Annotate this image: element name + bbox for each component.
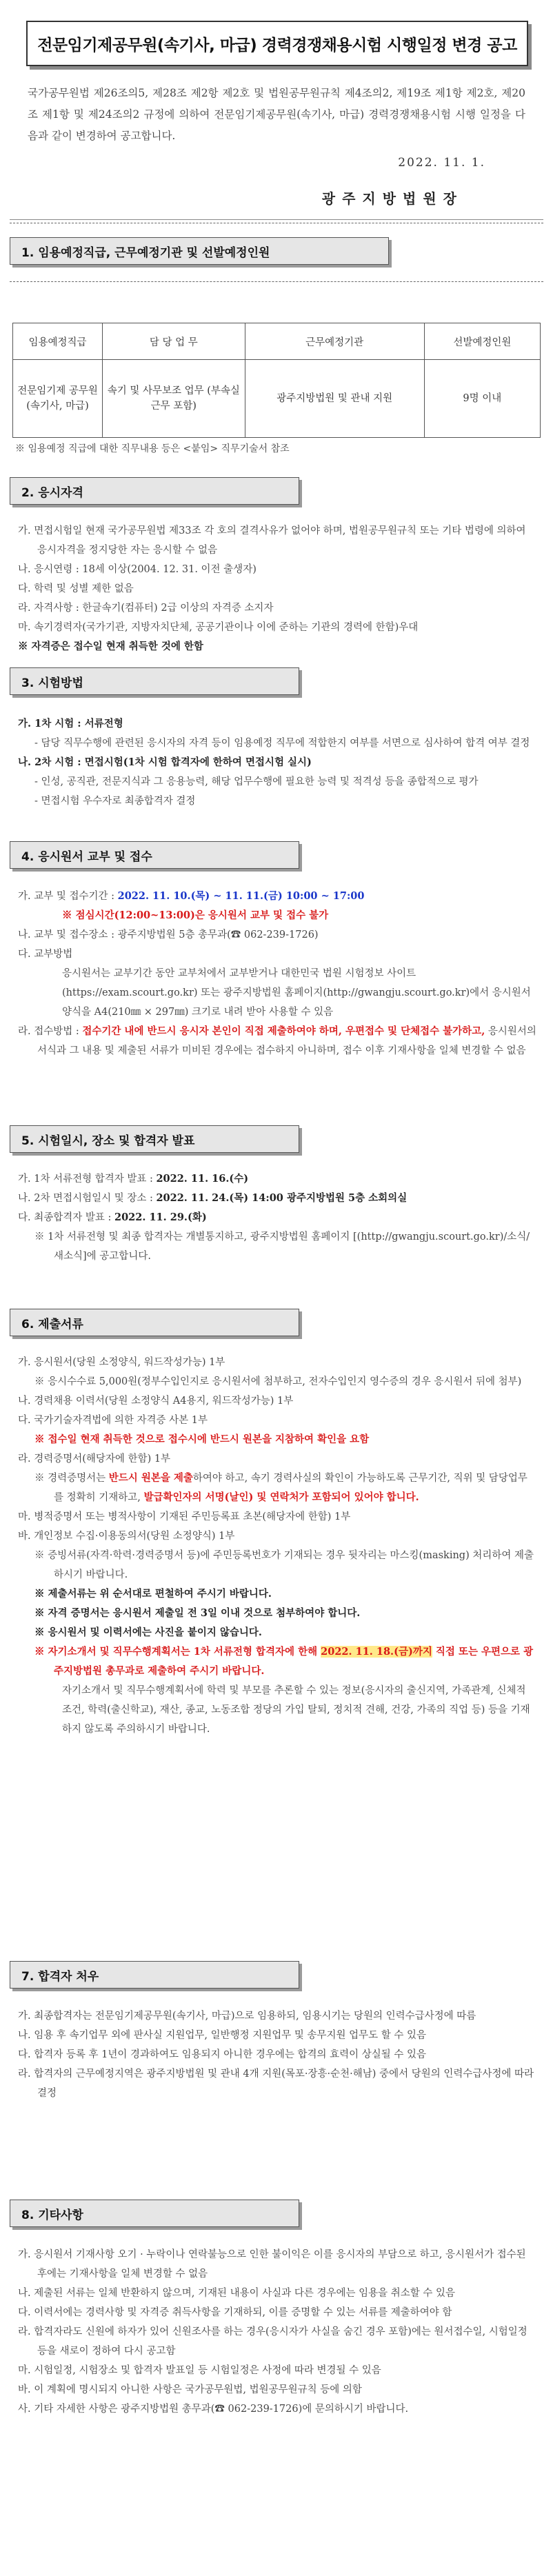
list-item — [18, 1169, 536, 1189]
value: 2022. 11. 29.(화) — [114, 1211, 207, 1223]
note: ※ 자격 증명서는 응시원서 제출일 전 3일 이내 것으로 첨부하여야 합니다. — [34, 1607, 361, 1619]
note: ※ 응시수수료 5,000원(정부수입인지로 응시원서에 첨부하고, 전자수입인지 영수증의 경우 응시원서 뒤에 첨부) — [34, 1376, 522, 1387]
list-item: 마. 속기경력자(국가기관, 지방자치단체, 공공기관이나 이에 준하는 기관의 경력에 한함)우대 — [18, 622, 419, 633]
list-item: 가. 면접시험일 현재 국가공무원법 제33조 각 호의 결격사유가 없어야 하며, 법원공무원규칙 또는 기타 법령에 의하여 응시자격을 정지당한 자는 응시할 수 없음 — [18, 525, 526, 556]
list-item: 나. 교부 및 접수장소 : 광주지방법원 5층 총무과(☎ 062-239-1726) — [18, 929, 319, 940]
note — [18, 1469, 536, 1507]
list-item: 마. 병적증명서 또는 병적사항이 기재된 주민등록표 초본(해당자에 한함) 1부 — [18, 1511, 351, 1522]
list-item: 사. 기타 자세한 사항은 광주지방법원 총무과(☎ 062-239-1726)에 문의하시기 바랍니다. — [18, 2404, 409, 2415]
list-item: 다. 이력서에는 경력사항 및 자격증 취득사항을 기재하되, 이를 증명할 수 있는 서류를 제출하여야 함 — [18, 2307, 452, 2318]
label: 다. 최종합격자 발표 : — [18, 1212, 114, 1223]
emphasis: 접수기간 내에 반드시 응시자 본인이 직접 제출하여야 하며, 우편접수 및 단체접수 불가하고, — [82, 1025, 485, 1037]
table-cell-grade: 전문임기제 공무원 (속기사, 마급) — [13, 360, 103, 438]
list-item: 가. 최종합격자는 전문임기제공무원(속기사, 마급)으로 임용하되, 임용시기는 당원의 인력수급사정에 따름 — [18, 2011, 476, 2022]
table-note: ※ 임용예정 직급에 대한 직무내용 등은 <붙임> 직무기술서 참조 — [15, 443, 290, 454]
note: ※ 접수일 현재 취득한 것으로 접수시에 반드시 원본을 지참하여 확인을 요함 — [34, 1433, 370, 1445]
table-cell-count: 9명 이내 — [424, 360, 540, 438]
list-item: 나. 응시연령 : 18세 이상(2004. 12. 31. 이전 출생자) — [18, 564, 257, 575]
recruitment-table — [12, 323, 541, 438]
list-item — [18, 1208, 536, 1227]
note — [18, 1642, 536, 1681]
list-item: - 인성, 공직관, 전문지식과 그 응용능력, 해당 업무수행에 필요한 능력 및 적격성 등을 종합적으로 평가 — [34, 776, 479, 787]
divider — [10, 219, 543, 220]
table-header: 선발예정인원 — [424, 323, 540, 360]
section-3-body — [18, 714, 536, 811]
section-1-heading: 1. 임용예정직급, 근무예정기관 및 선발예정인원 — [10, 237, 389, 265]
section-5-heading: 5. 시험일시, 장소 및 합격자 발표 — [10, 1125, 299, 1153]
list-item: 가. 응시원서 기재사항 오기 · 누락이나 연락불능으로 인한 불이익은 이를 응시자의 부담으로 하고, 응시원서가 접수된 후에는 기재사항을 일체 변경할 수 없음 — [18, 2249, 526, 2280]
list-item — [18, 1189, 536, 1208]
list-item: 마. 시험일정, 시험장소 및 합격자 발표일 등 시험일정은 사정에 따라 변경될 수 있음 — [18, 2365, 381, 2376]
list-item: 나. 2차 시험 : 면접시험(1차 시험 합격자에 한하여 면접시험 실시) — [18, 756, 312, 768]
note: ※ 1차 서류전형 및 최종 합격자는 개별통지하고, 광주지방법원 홈페이지 [(http://gwangju.scourt.go.kr)/소식/새소식]에 공고합니다. — [34, 1231, 530, 1262]
list-item: 바. 이 계획에 명시되지 아니한 사항은 국가공무원법, 법원공무원규칙 등에 의함 — [18, 2384, 362, 2395]
table-header-row — [13, 323, 541, 360]
note: 자기소개서 및 직무수행계획서에 학력 및 부모를 추론할 수 있는 정보(응시자의 출신지역, 가족관계, 신체적 조건, 학력(출신학교), 재산, 종교, 노동조합 정당의 가입 탈퇴, 정치적 견해, 건강, 가족의 직업 등) 등을 기재하지 않도록 주의하시기 바랍니다. — [62, 1685, 530, 1735]
value: 2022. 11. 16.(수) — [156, 1173, 249, 1185]
section-7-heading: 7. 합격자 처우 — [10, 1961, 299, 1989]
notice-date: 2022. 11. 1. — [398, 156, 485, 170]
table-header: 담 당 업 무 — [103, 323, 245, 360]
emphasis: 반드시 원본을 제출 — [108, 1472, 193, 1484]
label: 라. 접수방법 : — [18, 1026, 83, 1037]
label: 가. 교부 및 접수기간 : — [18, 891, 118, 902]
list-item: 나. 제출된 서류는 일체 반환하지 않으며, 기재된 내용이 사실과 다른 경우에는 임용을 취소할 수 있음 — [18, 2288, 456, 2299]
list-item: 다. 국가기술자격법에 의한 자격증 사본 1부 — [18, 1415, 208, 1426]
table-cell-agency: 광주지방법원 및 관내 지원 — [245, 360, 424, 438]
section-8-heading: 8. 기타사항 — [10, 2200, 299, 2227]
divider — [10, 281, 543, 282]
list-item: 다. 합격자 등록 후 1년이 경과하여도 임용되지 아니한 경우에는 합격의 효력이 상실될 수 있음 — [18, 2049, 427, 2060]
list-item: 라. 경력증명서(해당자에 한함) 1부 — [18, 1453, 171, 1465]
period-value: 2022. 11. 10.(목) ~ 11. 11.(금) 10:00 ~ 17:00 — [117, 890, 365, 902]
section-2-body — [18, 521, 536, 656]
list-item: 다. 학력 및 성별 제한 없음 — [18, 583, 134, 594]
list-item: 라. 자격사항 : 한글속기(컴퓨터) 2급 이상의 자격증 소지자 — [18, 603, 274, 614]
list-item: 라. 합격자라도 신원에 하자가 있어 신원조사를 하는 경우(응시자가 사실을 숨긴 경우 포함)에는 원서접수일, 시험일정 등을 새로이 정하여 다시 공고함 — [18, 2326, 527, 2357]
list-item: 나. 임용 후 속기업무 외에 판사실 지원업무, 일반행정 지원업무 및 송무지원 업무도 할 수 있음 — [18, 2030, 427, 2041]
list-item — [18, 1022, 536, 1060]
intro-paragraph: 국가공무원법 제26조의5, 제28조 제2항 제2호 및 법원공무원규칙 제4조의2, 제19조 제1항 제2호, 제20조 제1항 및 제24조의2 규정에 의하여 전문임기제공무원(속기사, 마급) 경력경쟁채용시험 시행 일정을 다음과 같이 변경하여 공고합니다. — [28, 87, 525, 142]
text: ※ 경력증명서는 — [34, 1473, 109, 1484]
emphasis: 직접 또는 우편으로 광주지방법원 총무과로 제출하여 주시기 바랍니다. — [54, 1646, 534, 1677]
list-item — [18, 887, 536, 906]
table-header: 근무예정기관 — [245, 323, 424, 360]
note: ※ 자격증은 접수일 현재 취득한 것에 한함 — [18, 641, 203, 652]
section-7-body — [18, 2006, 536, 2103]
section-5-body — [18, 1169, 536, 1266]
list-item: 나. 경력채용 이력서(당원 소정양식 A4용지, 워드작성가능) 1부 — [18, 1396, 294, 1407]
list-item: - 면접시험 우수자로 최종합격자 결정 — [34, 796, 196, 807]
section-4-heading: 4. 응시원서 교부 및 접수 — [10, 841, 299, 869]
list-item: - 담당 직무수행에 관련된 응시자의 자격 등이 임용예정 직무에 적합한지 여부를 서면으로 심사하여 합격 여부 결정 — [34, 738, 530, 749]
note: ※ 점심시간(12:00~13:00)은 응시원서 교부 및 접수 불가 — [62, 909, 329, 921]
notice-title: 전문임기제공무원(속기사, 마급) 경력경쟁채용시험 시행일정 변경 공고 — [26, 21, 528, 66]
note: ※ 응시원서 및 이력서에는 사진을 붙이지 않습니다. — [34, 1627, 262, 1638]
table-row — [13, 360, 541, 438]
signer: 광주지방법원장 — [321, 190, 463, 207]
note: ※ 증빙서류(자격·학력·경력증명서 등)에 주민등록번호가 기재되는 경우 뒷자리는 마스킹(masking) 처리하여 제출하시기 바랍니다. — [34, 1550, 534, 1580]
label: 나. 2차 면접시험일시 및 장소 : — [18, 1193, 157, 1204]
label: 가. 1차 서류전형 합격자 발표 : — [18, 1174, 157, 1185]
list-item: 가. 1차 시험 : 서류전형 — [18, 718, 123, 729]
emphasis: ※ 자기소개서 및 직무수행계획서는 1차 서류전형 합격자에 한해 — [34, 1646, 321, 1658]
list-item: 가. 응시원서(당원 소정양식, 워드작성가능) 1부 — [18, 1357, 225, 1368]
note: ※ 제출서류는 위 순서대로 편철하여 주시기 바랍니다. — [34, 1588, 272, 1600]
value: 2022. 11. 24.(목) 14:00 광주지방법원 5층 소회의실 — [156, 1192, 408, 1204]
deadline: 2022. 11. 18.(금)까지 — [321, 1646, 432, 1658]
section-2-heading: 2. 응시자격 — [10, 477, 299, 505]
emphasis: 발급확인자의 서명(날인) 및 연락처가 포함되어 있어야 합니다. — [143, 1491, 419, 1503]
list-item: 다. 교부방법 — [18, 949, 73, 960]
section-6-heading: 6. 제출서류 — [10, 1309, 299, 1336]
table-header: 임용예정직급 — [13, 323, 103, 360]
section-4-body — [18, 887, 536, 1060]
list-item: 응시원서는 교부기간 동안 교부처에서 교부받거나 대한민국 법원 시험정보 사이트(https://exam.scourt.go.kr) 또는 광주지방법원 홈페이지(http://gwangju.scourt.go.kr)에서 응시원서 양식을 A4(210㎜ × 297㎜) 크기로 내려 받아 사용할 수 있음 — [62, 968, 531, 1018]
section-6-body — [18, 1353, 536, 1739]
section-3-heading: 3. 시험방법 — [10, 667, 299, 695]
table-cell-duty: 속기 및 사무보조 업무 (부속실 근무 포함) — [103, 360, 245, 438]
list-item: 바. 개인정보 수집·이용동의서(당원 소정양식) 1부 — [18, 1531, 235, 1542]
list-item: 라. 합격자의 근무예정지역은 광주지방법원 및 관내 4개 지원(목포·장흥·순천·해남) 중에서 당원의 인력수급사정에 따라 결정 — [18, 2069, 534, 2099]
text: 응시원서의 서식과 그 내용 및 제출된 서류가 미비된 경우에는 접수하지 아니하며, 접수 이후 기재사항을 일체 변경할 수 없음 — [37, 1026, 536, 1056]
section-8-body — [18, 2245, 536, 2419]
text: 하여야 하고, 속기 경력사실의 확인이 가능하도록 근무기간, 직위 및 담당업무를 정확히 기재하고, — [54, 1473, 527, 1503]
